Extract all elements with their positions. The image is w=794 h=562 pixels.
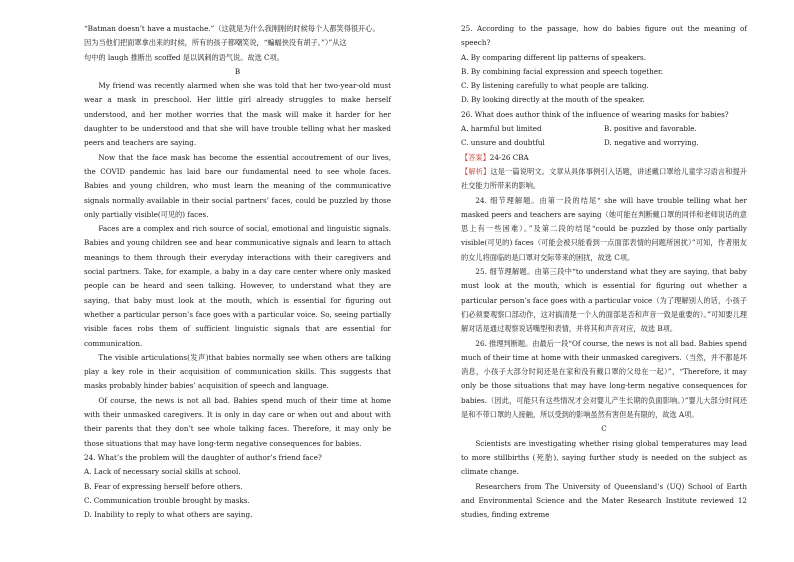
- intro-line: 句中的 laugh 推断出 scoffed 是以讽刺的语气说。故选 C项。: [84, 52, 284, 62]
- question-option: B. By combining facial expression and speech together.: [461, 66, 663, 76]
- analysis-text: 这是一篇说明文。文章从具体事例引入话题，讲述戴口罩给儿童学习语言和提升社交能力所带来的影响。: [461, 166, 747, 191]
- question-option: C. By listening carefully to what people are talking.: [461, 81, 649, 91]
- explanation-paragraph: 24. 细节理解题。由第一段的结尾“ she will have trouble telling what her masked peers and teachers are saying（她可能在判断戴口罩的同伴和老师说话的意思上有一些困难）。”及第二段的结尾“could be puzzled by those only partially visible(可见的) faces（可能会被只能看到一点面部表情的问题所困扰）”可知，作者朋友的女儿将面临的是口罩对交际带来的困扰，故选 C项。: [461, 195, 747, 262]
- option-row: [461, 122, 747, 136]
- section-letter-c: C: [601, 424, 607, 434]
- passage-paragraph: My friend was recently alarmed when she was told that her two-year-old must wear a mask in preschool. Her little girl already struggles to make herself understood, and her mother worries that the mask will make it harder for her daughter to be understood and that she will have trouble telling what her masked peers and teachers are saying.: [84, 81, 391, 148]
- answer-line: [461, 151, 747, 165]
- option-row: [461, 136, 747, 150]
- analysis-tag: 【解析】: [461, 166, 491, 176]
- question-option: D. negative and worrying.: [604, 138, 699, 148]
- passage-paragraph: Now that the face mask has become the essential accoutrement of our lives, the COVID pandemic has laid bare our fundamental need to see whole faces. Babies and young children, who must learn the meaning of the communicative signals normally available in their social partners’ faces, could be puzzled by those only partially visible(可见的) faces.: [84, 152, 391, 219]
- passage-paragraph: Of course, the news is not all bad. Babies spend much of their time at home with their unmasked caregivers. It is only in day care or when out and about with their parents that they don’t see whole talking faces. Therefore, it may only be those situations that may have long-term negative consequences for babies.: [84, 395, 391, 448]
- answer-tag: 【答案】: [461, 152, 490, 162]
- question-option: A. By comparing different lip patterns of speakers.: [461, 52, 646, 62]
- right-column: [461, 22, 747, 522]
- question-25: 25. According to the passage, how do babies figure out the meaning of speech?: [461, 24, 747, 48]
- explanation-paragraph: 25. 细节理解题。由第三段中“to understand what they are saying, that baby must look at the mouth, which is essential for figuring out whether a particular person’s face goes with a particular voice（为了理解别人的话，小孩子们必须要观察口部动作，这对搞清楚一个人的面部是否和声音一致是重要的）。”可知要儿理解对话是通过观察说话嘴型和表情，并将其和声音对应，故选 B项。: [461, 267, 747, 334]
- question-option: A. harmful but limited: [461, 124, 542, 134]
- passage-paragraph: Faces are a complex and rich source of social, emotional and linguistic signals. Babies and young children see and hear communicative signals and learn to attach meanings to them through their everyday interactions with their caregivers and social partners. Take, for example, a baby in a day care center where only masked people can be heard and seen talking. However, to understand what they are saying, that baby must look at the mouth, which is essential for figuring out whether a particular person’s face goes with a particular voice. So, seeing partially visible faces robs them of sufficient linguistic signals that are essential for communication.: [84, 224, 391, 348]
- intro-line: “Batman doesn’t have a mustache.”（这就是为什么我刚刚的时候每个人都笑得很开心。: [84, 24, 380, 33]
- question-24: 24. What’s the problem will the daughter of author’s friend face?: [84, 452, 322, 462]
- question-option: C. Communication trouble brought by masks.: [84, 495, 250, 505]
- question-option: A. Lack of necessary social skills at school.: [84, 467, 241, 477]
- explanation-paragraph: 26. 推理判断题。由最后一段“Of course, the news is not all bad. Babies spend much of their time at home with their unmasked caregivers.（当然，并不都是坏消息，小孩子大部分时间还是在家和没有戴口罩的父母在一起）”、“Therefore, it may only be those situations that may have long-term negative consequences for babies.（因此，可能只有这些情况才会对婴儿产生长期的负面影响。）”婴儿大部分时间还是和不带口罩的人接触，所以受到的影响虽然有害但是有限的，故选 A项。: [461, 338, 747, 420]
- intro-line: 因为当他们把面罩拿出来的时候，所有的孩子都嘲笑说，“蝙蝠侠没有胡子。”）”从这: [84, 38, 347, 48]
- question-option: B. positive and favorable.: [604, 124, 697, 134]
- passage-paragraph: Scientists are investigating whether rising global temperatures may lead to more stillbirths (死胎), saying further study is needed on the subject as climate change.: [461, 438, 747, 477]
- analysis-line: [461, 165, 747, 194]
- left-column: [84, 22, 391, 522]
- question-option: B. Fear of expressing herself before others.: [84, 481, 243, 491]
- answer-text: 24-26 CBA: [489, 152, 529, 162]
- question-option: C. unsure and doubtful: [461, 138, 545, 148]
- question-option: D. Inability to reply to what others are saying.: [84, 510, 253, 520]
- question-option: D. By looking directly at the mouth of the speaker.: [461, 95, 645, 105]
- passage-paragraph: The visible articulations(发声)that babies normally see when others are talking play a key role in their acquisition of communication skills. This suggests that masks probably hinder babies’ acquisition of speech and language.: [84, 352, 391, 391]
- section-letter-b: B: [234, 66, 241, 76]
- question-26: 26. What does author think of the influence of wearing masks for babies?: [461, 109, 729, 119]
- passage-paragraph: Researchers from The University of Queensland’s (UQ) School of Earth and Environmental Science and the Mater Research Institute reviewed 12 studies, finding extreme: [461, 481, 747, 520]
